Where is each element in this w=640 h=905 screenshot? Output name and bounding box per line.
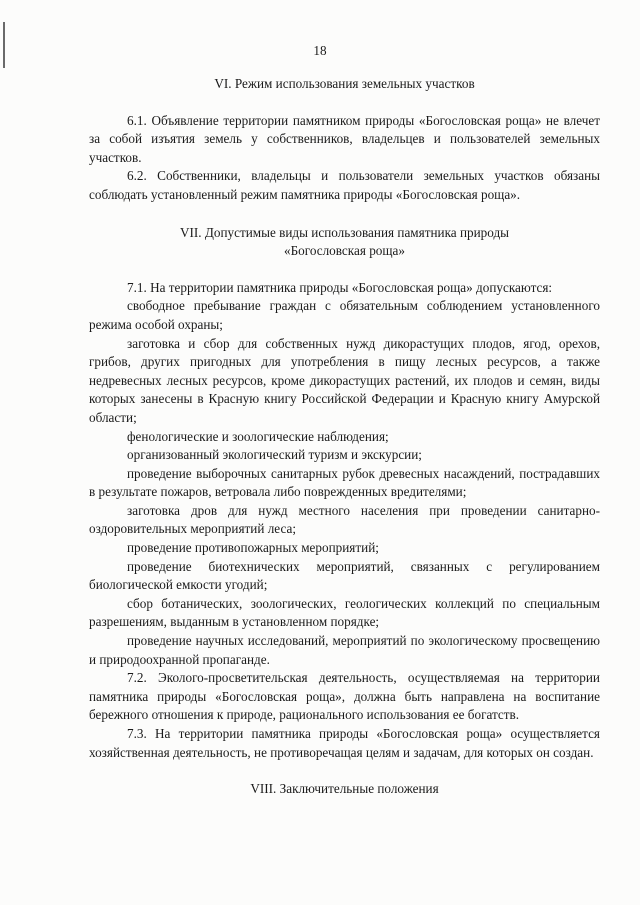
list-item-7-1-b: заготовка и сбор для собственных нужд дикорастущих плодов, ягод, орехов, грибов, других пригодных для употребления в пищу лесных ресурсов, а также недревесных лесных ресурсов, кроме дикорастущих растений, их плодов и семян, виды которых занесены в Красную книгу Российской Федерации и Красную книгу Амурской области;	[89, 335, 600, 425]
list-item-7-1-h: проведение биотехнических мероприятий, связанных с регулированием биологической емкости угодий;	[89, 558, 600, 593]
section-6-heading: VI. Режим использования земельных участков	[214, 76, 475, 91]
page-number: 18	[313, 43, 327, 58]
section-7-heading	[89, 224, 600, 261]
section-8-heading: VIII. Заключительные положения	[250, 781, 439, 797]
list-item-7-1-j: проведение научных исследований, мероприятий по экологическому просвещению и природоохранной пропаганде.	[89, 633, 600, 667]
list-item-7-1-i: сбор ботанических, зоологических, геологических коллекций по специальным разрешениям, выданным в установленном порядке;	[89, 595, 600, 630]
list-item-7-1-c: фенологические и зоологические наблюдения;	[127, 428, 389, 444]
list-item-7-1-e: проведение выборочных санитарных рубок древесных насаждений, пострадавших в результате пожаров, ветровала либо поврежденных вредителями;	[89, 465, 600, 500]
section-7-heading-line-2: «Богословская роща»	[283, 243, 405, 259]
list-item-7-1-f: заготовка дров для нужд местного населения при проведении санитарно-оздоровительных мероприятий леса;	[89, 502, 600, 537]
paragraph-7-3: 7.3. На территории памятника природы «Богословская роща» осуществляется хозяйственная деятельность, не противоречащая целям и задачам, для которых он создан.	[89, 726, 600, 760]
paragraph-6-2: 6.2. Собственники, владельцы и пользователи земельных участков обязаны соблюдать установленный режим памятника природы «Богословская роща».	[89, 168, 600, 202]
list-item-7-1-d: организованный экологический туризм и экскурсии;	[127, 447, 422, 463]
paragraph-6-1: 6.1. Объявление территории памятником природы «Богословская роща» не влечет за собой изъятия земель у собственников, владельцев и пользователей земельных участков.	[89, 112, 600, 165]
list-item-7-1-g: проведение противопожарных мероприятий;	[127, 540, 379, 556]
paragraph-7-2: 7.2. Эколого-просветительская деятельность, осуществляемая на территории памятника природы «Богословская роща», должна быть направлена на воспитание бережного отношения к природе, рационального использования ее богатств.	[89, 670, 600, 723]
paragraph-7-1-intro: 7.1. На территории памятника природы «Богословская роща» допускаются:	[127, 279, 553, 295]
list-item-7-1-a: свободное пребывание граждан с обязательным соблюдением установленного режима особой охраны;	[89, 298, 600, 332]
section-7-heading-line-1: VII. Допустимые виды использования памятника природы	[179, 224, 510, 240]
document-body	[89, 75, 600, 799]
